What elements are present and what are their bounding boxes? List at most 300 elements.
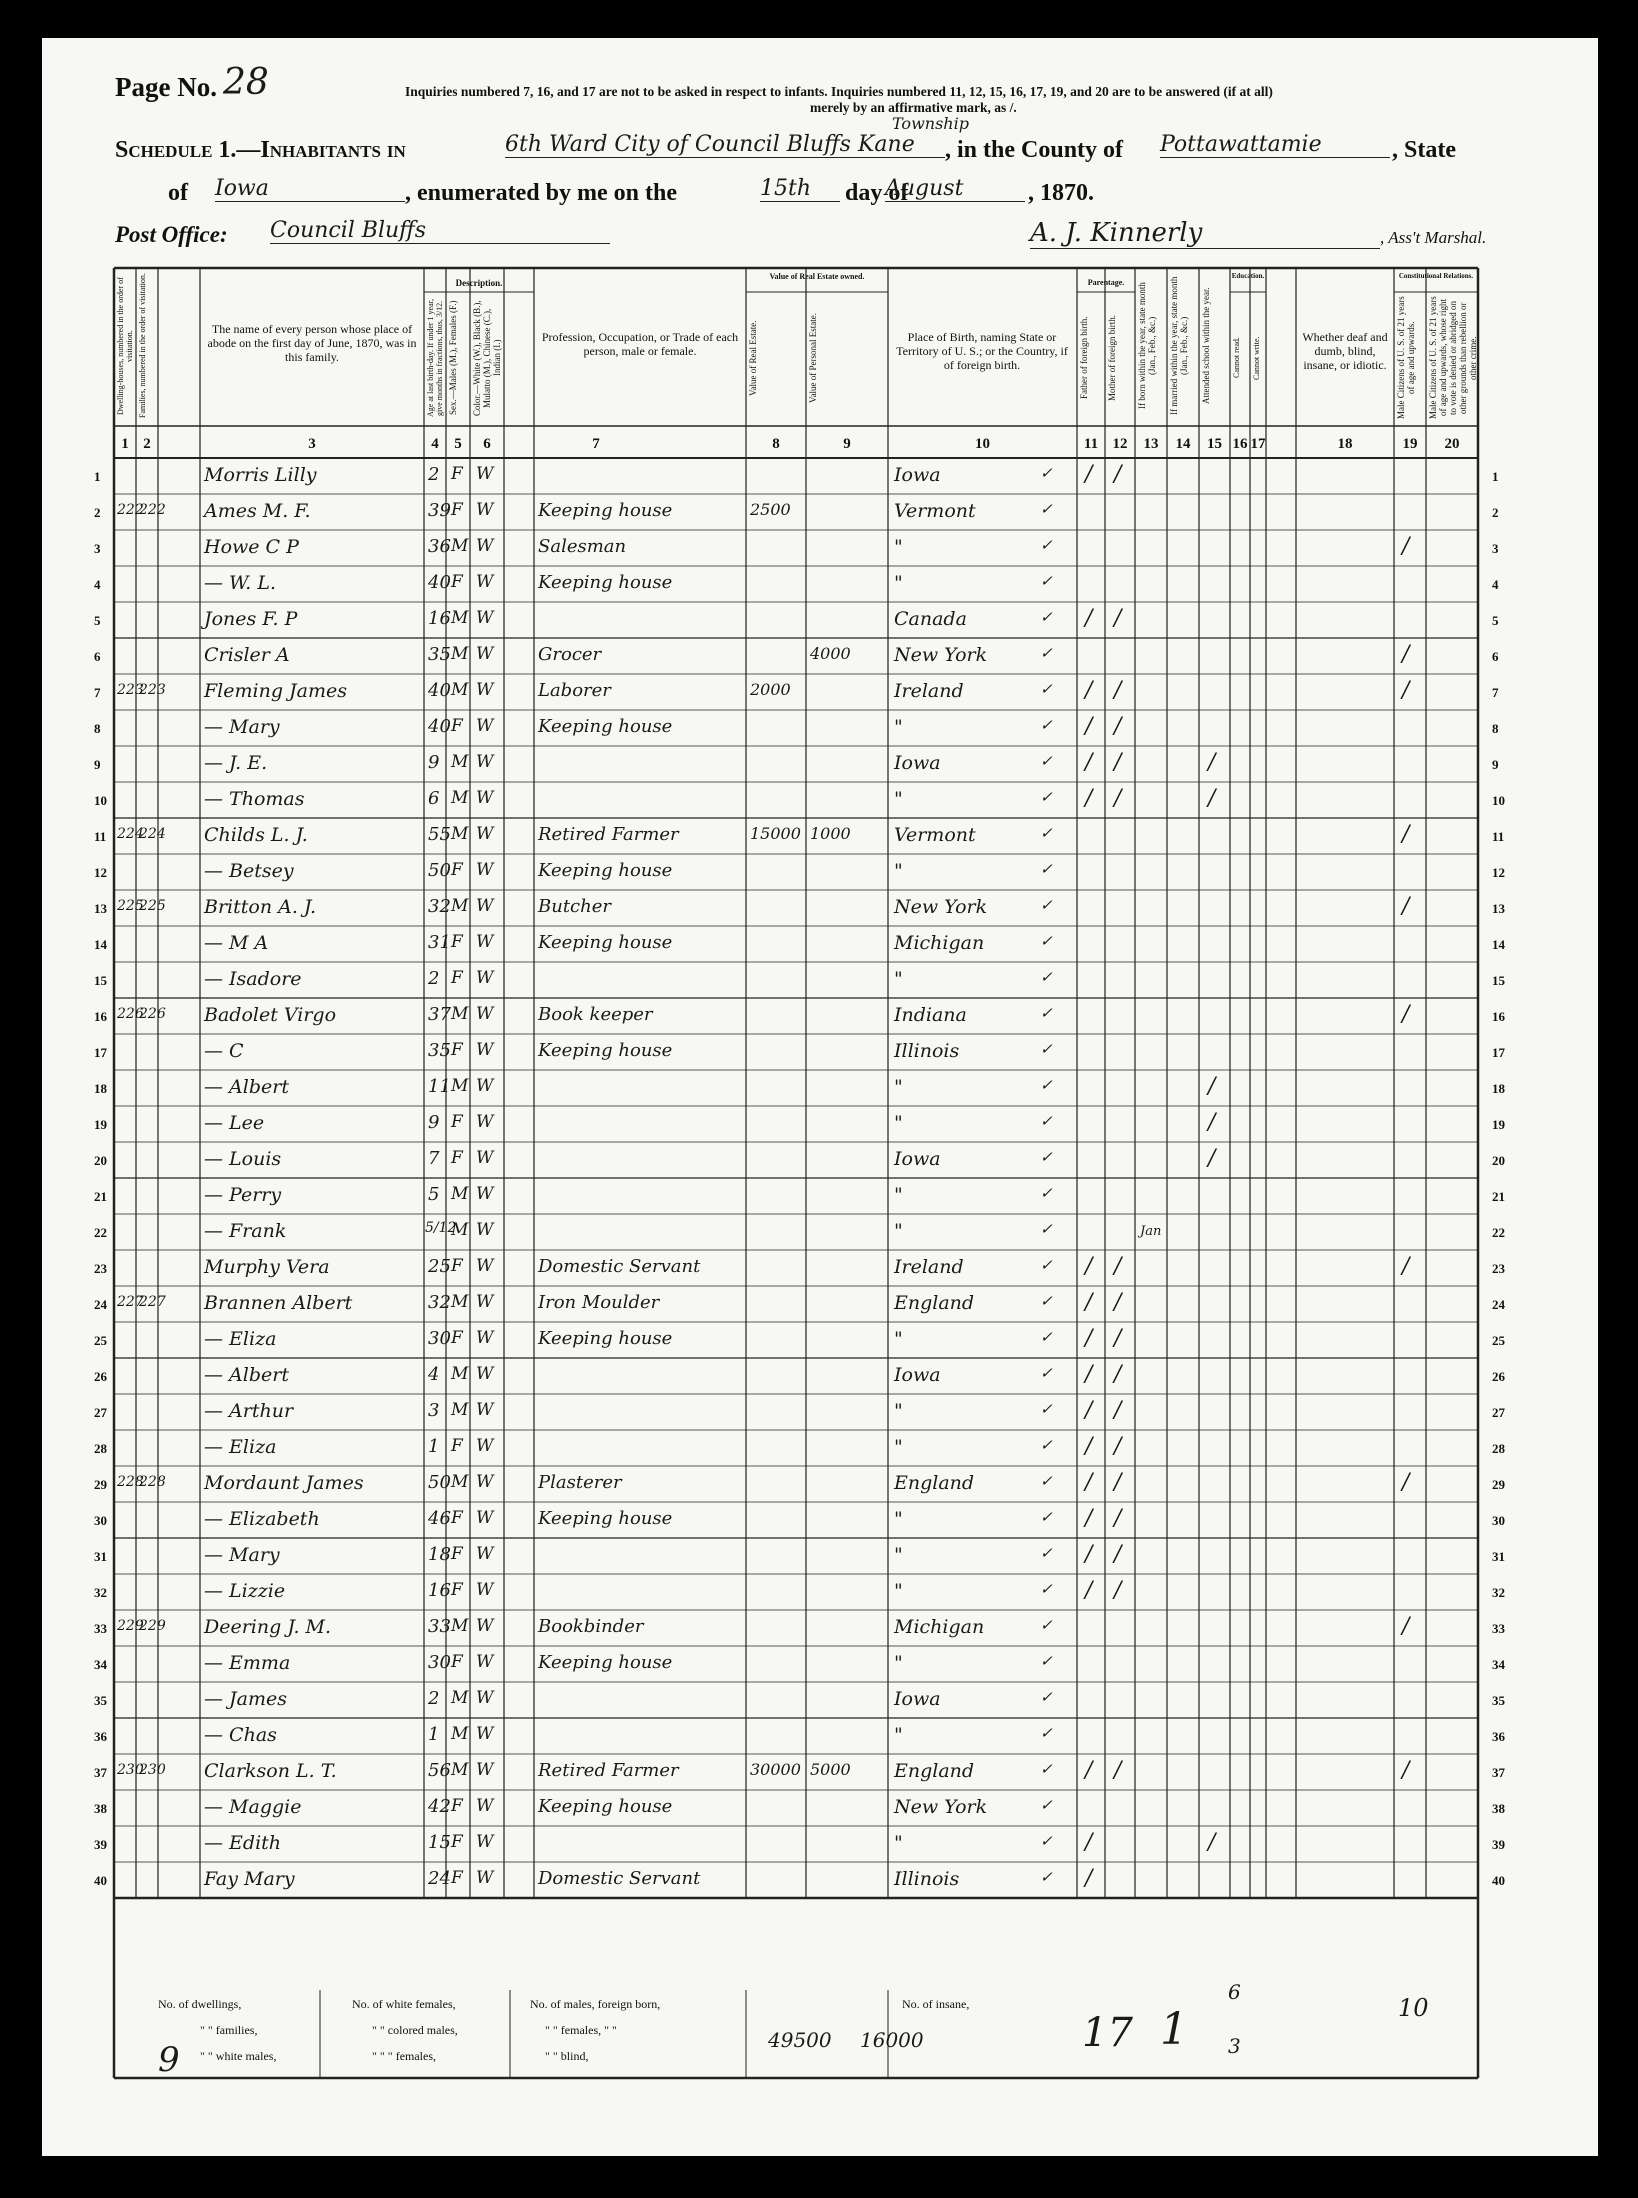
sex: F	[451, 1868, 463, 1888]
birth-check-icon: ✓	[1040, 1004, 1053, 1022]
person-name: — Eliza	[204, 1328, 277, 1350]
person-name: Crisler A	[204, 644, 290, 666]
column-number: 8	[772, 436, 780, 452]
sex: M	[451, 752, 469, 772]
birth-check-icon: ✓	[1040, 1832, 1053, 1850]
birth-place: New York	[894, 644, 988, 666]
birth-place: England	[894, 1472, 975, 1494]
birth-check-icon: ✓	[1040, 1868, 1053, 1886]
color: W	[476, 1868, 494, 1888]
birth-check-icon: ✓	[1040, 500, 1053, 518]
color: W	[476, 608, 494, 628]
column-number: 19	[1402, 436, 1418, 452]
sex: F	[451, 572, 463, 592]
personal-estate-value: 1000	[810, 824, 851, 843]
header-description: Description.	[455, 278, 503, 288]
age: 40	[428, 716, 451, 737]
color: W	[476, 1400, 494, 1420]
occupation: Butcher	[538, 896, 611, 917]
occupation: Keeping house	[538, 1652, 673, 1673]
header-c2: Families, numbered in the order of visitation.	[138, 273, 147, 419]
personal-estate-value: 5000	[810, 1760, 851, 1779]
color: W	[476, 1508, 494, 1528]
color: W	[476, 1076, 494, 1096]
sex: F	[451, 1796, 463, 1816]
header-c14: If married within the year, state month (Jan., Feb., &c.)	[1169, 276, 1189, 416]
row-number-left: 30	[94, 1513, 107, 1528]
sex: F	[451, 1832, 463, 1852]
sex: F	[451, 1040, 463, 1060]
color: W	[476, 1616, 494, 1636]
sex: F	[451, 968, 463, 988]
sex: F	[451, 1508, 463, 1528]
enumerated-label: , enumerated by me on the	[405, 180, 677, 206]
sex: M	[451, 1004, 469, 1024]
header-c13: If born within the year, state month (Jan., Feb., &c.)	[1137, 282, 1157, 410]
notice-line-2: merely by an affirmative mark, as /.	[810, 100, 1017, 115]
schedule-label: Schedule 1.—Inhabitants in	[115, 137, 406, 163]
color: W	[476, 716, 494, 736]
birth-check-icon: ✓	[1040, 860, 1053, 878]
age: 11	[428, 1076, 451, 1097]
citizen-mark: /	[1402, 1758, 1410, 1783]
occupation: Domestic Servant	[538, 1256, 701, 1277]
person-name: — Lee	[204, 1112, 265, 1134]
birth-check-icon: ✓	[1040, 1652, 1053, 1670]
mother-foreign-mark: /	[1114, 750, 1122, 775]
citizen-mark: /	[1402, 822, 1410, 847]
row-number-right: 6	[1492, 649, 1499, 664]
color: W	[476, 1580, 494, 1600]
state-field: Iowa	[215, 176, 405, 202]
mother-foreign-mark: /	[1114, 462, 1122, 487]
person-name: — J. E.	[204, 752, 268, 774]
row-number-left: 7	[94, 685, 101, 700]
row-number-left: 18	[94, 1081, 107, 1096]
row-number-left: 20	[94, 1153, 107, 1168]
dwelling-number: 222	[117, 502, 144, 518]
division-field: 6th Ward City of Council Bluffs Kane	[505, 132, 945, 158]
birth-place: "	[894, 1220, 903, 1242]
column-number: 5	[454, 436, 462, 452]
color: W	[476, 464, 494, 484]
birth-check-icon: ✓	[1040, 1328, 1053, 1346]
occupation: Keeping house	[538, 1796, 673, 1817]
father-foreign-mark: /	[1085, 678, 1093, 703]
row-number-right: 14	[1492, 937, 1505, 952]
row-number-right: 13	[1492, 901, 1505, 916]
color: W	[476, 1148, 494, 1168]
occupation: Retired Farmer	[538, 1760, 679, 1781]
mother-foreign-mark: /	[1114, 678, 1122, 703]
age: 24	[428, 1868, 451, 1889]
mother-foreign-mark: /	[1114, 1506, 1122, 1531]
occupation: Keeping house	[538, 572, 673, 593]
birth-place: Iowa	[894, 752, 941, 774]
row-number-right: 9	[1492, 757, 1499, 772]
page-number: 28	[223, 62, 269, 103]
row-number-right: 15	[1492, 973, 1505, 988]
age: 2	[428, 1688, 440, 1709]
color: W	[476, 788, 494, 808]
citizen-mark: /	[1402, 534, 1410, 559]
column-number: 12	[1112, 436, 1128, 452]
birth-check-icon: ✓	[1040, 1148, 1053, 1166]
birth-place: "	[894, 572, 903, 594]
school-mark: /	[1208, 1830, 1216, 1855]
age: 2	[428, 968, 440, 989]
sex: F	[451, 1148, 463, 1168]
color: W	[476, 1652, 494, 1672]
row-number-right: 22	[1492, 1225, 1505, 1240]
sex: F	[451, 1328, 463, 1348]
row-number-left: 38	[94, 1801, 107, 1816]
sex: F	[451, 500, 463, 520]
color: W	[476, 1436, 494, 1456]
person-name: — Betsey	[204, 860, 294, 882]
school-mark: /	[1208, 1146, 1216, 1171]
sex: M	[451, 1364, 469, 1384]
row-number-right: 17	[1492, 1045, 1505, 1060]
birth-place: "	[894, 1076, 903, 1098]
row-number-right: 35	[1492, 1693, 1505, 1708]
occupation: Salesman	[538, 536, 627, 557]
footer-families: " " families,	[200, 2023, 258, 2037]
person-name: Mordaunt James	[204, 1472, 364, 1494]
person-name: Deering J. M.	[204, 1616, 332, 1638]
color: W	[476, 824, 494, 844]
occupation: Keeping house	[538, 860, 673, 881]
header-c18: Whether deaf and dumb, blind, insane, or idiotic.	[1302, 330, 1388, 372]
birth-place: Illinois	[894, 1040, 960, 1062]
age: 46	[428, 1508, 451, 1529]
birth-check-icon: ✓	[1040, 1400, 1053, 1418]
page-label: Page No.	[115, 72, 217, 102]
color: W	[476, 860, 494, 880]
citizen-mark: /	[1402, 1470, 1410, 1495]
person-name: Murphy Vera	[204, 1256, 330, 1278]
age: 6	[428, 788, 440, 809]
birth-place: "	[894, 1508, 903, 1530]
person-name: Howe C P	[204, 536, 299, 558]
dwelling-number: 230	[117, 1762, 144, 1778]
occupation: Plasterer	[538, 1472, 622, 1493]
row-number-left: 19	[94, 1117, 107, 1132]
row-number-right: 29	[1492, 1477, 1505, 1492]
total-real-estate: 49500	[768, 2028, 832, 2052]
person-name: — Maggie	[204, 1796, 302, 1818]
person-name: — M A	[204, 932, 269, 954]
family-number: 222	[139, 502, 166, 518]
header-real-estate: Value of Real Estate owned.	[769, 272, 865, 281]
total-dwellings: 9	[158, 2040, 180, 2080]
age: 32	[428, 1292, 451, 1313]
birth-place: Michigan	[894, 1616, 985, 1638]
father-foreign-mark: /	[1085, 1434, 1093, 1459]
column-number: 11	[1083, 436, 1099, 452]
header-c15: Attended school within the year.	[1201, 287, 1211, 405]
of-label: of	[168, 180, 188, 206]
column-number: 7	[592, 436, 600, 452]
day-field: 15th	[760, 176, 840, 202]
row-number-right: 38	[1492, 1801, 1505, 1816]
row-number-right: 12	[1492, 865, 1505, 880]
age: 3	[428, 1400, 440, 1421]
person-name: Fleming James	[204, 680, 347, 702]
row-number-right: 36	[1492, 1729, 1505, 1744]
row-number-right: 5	[1492, 613, 1499, 628]
sex: M	[451, 1292, 469, 1312]
family-number: 226	[139, 1006, 166, 1022]
person-name: — Albert	[204, 1076, 289, 1098]
father-foreign-mark: /	[1085, 1866, 1093, 1891]
sex: M	[451, 1184, 469, 1204]
column-number: 9	[843, 436, 851, 452]
row-number-left: 28	[94, 1441, 107, 1456]
birth-check-icon: ✓	[1040, 572, 1053, 590]
birth-check-icon: ✓	[1040, 1256, 1053, 1274]
sex: M	[451, 1076, 469, 1096]
birth-place: Iowa	[894, 1148, 941, 1170]
birth-place: "	[894, 1400, 903, 1422]
color: W	[476, 1544, 494, 1564]
occupation: Keeping house	[538, 932, 673, 953]
family-number: 230	[139, 1762, 166, 1778]
row-number-left: 32	[94, 1585, 107, 1600]
sex: M	[451, 788, 469, 808]
birth-place: Canada	[894, 608, 967, 630]
birth-place: Indiana	[894, 1004, 967, 1026]
father-foreign-mark: /	[1085, 1398, 1093, 1423]
birth-place: "	[894, 1184, 903, 1206]
birth-check-icon: ✓	[1040, 896, 1053, 914]
sex: M	[451, 896, 469, 916]
dwelling-number: 229	[117, 1618, 144, 1634]
sex: F	[451, 1436, 463, 1456]
row-number-right: 18	[1492, 1081, 1505, 1096]
birth-check-icon: ✓	[1040, 968, 1053, 986]
row-number-left: 17	[94, 1045, 107, 1060]
color: W	[476, 1724, 494, 1744]
father-foreign-mark: /	[1085, 750, 1093, 775]
sex: F	[451, 1652, 463, 1672]
header-parentage: Parentage.	[1087, 278, 1125, 287]
color: W	[476, 1112, 494, 1132]
birth-check-icon: ✓	[1040, 1508, 1053, 1526]
birth-check-icon: ✓	[1040, 1796, 1053, 1814]
birth-place: Iowa	[894, 464, 941, 486]
color: W	[476, 1796, 494, 1816]
column-number: 13	[1143, 436, 1159, 452]
school-mark: /	[1208, 1074, 1216, 1099]
sex: F	[451, 464, 463, 484]
header-education: Education.	[1231, 272, 1265, 280]
citizen-mark: /	[1402, 1254, 1410, 1279]
mother-foreign-mark: /	[1114, 1758, 1122, 1783]
age: 2	[428, 464, 440, 485]
color: W	[476, 680, 494, 700]
sex: F	[451, 860, 463, 880]
father-foreign-mark: /	[1085, 1254, 1093, 1279]
row-number-left: 8	[94, 721, 101, 736]
birth-check-icon: ✓	[1040, 464, 1053, 482]
birth-check-icon: ✓	[1040, 1688, 1053, 1706]
row-number-left: 13	[94, 901, 107, 916]
mother-foreign-mark: /	[1114, 1578, 1122, 1603]
birth-place: Vermont	[894, 500, 976, 522]
person-name: — Frank	[204, 1220, 287, 1242]
marshal-signature: A. J. Kinnerly	[1030, 218, 1380, 249]
age: 25	[428, 1256, 451, 1277]
column-number: 18	[1337, 436, 1353, 452]
age: 42	[428, 1796, 451, 1817]
birth-place: "	[894, 1112, 903, 1134]
row-number-left: 10	[94, 793, 107, 808]
header-c4: Age at last birth-day. If under 1 year, give months in fractions, thus, 3/12.	[426, 299, 444, 418]
age: 1	[428, 1724, 440, 1745]
row-number-left: 34	[94, 1657, 107, 1672]
father-foreign-mark: /	[1085, 1326, 1093, 1351]
real-estate-value: 15000	[750, 824, 801, 843]
birth-place: "	[894, 1436, 903, 1458]
person-name: — Louis	[204, 1148, 282, 1170]
mother-foreign-mark: /	[1114, 1254, 1122, 1279]
sex: F	[451, 716, 463, 736]
person-name: Ames M. F.	[204, 500, 311, 522]
mother-foreign-mark: /	[1114, 1326, 1122, 1351]
age: 36	[428, 536, 451, 557]
birth-check-icon: ✓	[1040, 608, 1053, 626]
citizen-mark: /	[1402, 642, 1410, 667]
mother-foreign-mark: /	[1114, 1290, 1122, 1315]
row-number-right: 8	[1492, 721, 1499, 736]
birth-check-icon: ✓	[1040, 1364, 1053, 1382]
father-foreign-mark: /	[1085, 1290, 1093, 1315]
occupation: Keeping house	[538, 716, 673, 737]
birth-place: "	[894, 536, 903, 558]
age: 33	[428, 1616, 451, 1637]
birth-place: "	[894, 1580, 903, 1602]
footer-white-males: " " white males,	[200, 2049, 277, 2063]
person-name: — Isadore	[204, 968, 302, 990]
real-estate-value: 2500	[750, 500, 791, 519]
column-number: 10	[975, 436, 990, 452]
color: W	[476, 1184, 494, 1204]
header-c9: Value of Personal Estate.	[808, 313, 818, 403]
father-foreign-mark: /	[1085, 462, 1093, 487]
birth-check-icon: ✓	[1040, 536, 1053, 554]
sex: M	[451, 1472, 469, 1492]
family-number: 224	[139, 826, 166, 842]
age: 56	[428, 1760, 451, 1781]
row-number-left: 4	[94, 577, 101, 592]
mother-foreign-mark: /	[1114, 1398, 1122, 1423]
county-label: , in the County of	[945, 137, 1124, 163]
header-c20: Male Citizens of U. S. of 21 years of age and upwards, whose right to vote is denied or abridged on other grounds than rebellion or other crime.	[1428, 296, 1478, 420]
column-number: 20	[1444, 436, 1460, 452]
column-number: 16	[1232, 436, 1248, 452]
row-number-left: 39	[94, 1837, 107, 1852]
person-name: — C	[204, 1040, 244, 1062]
sex: M	[451, 1760, 469, 1780]
birth-check-icon: ✓	[1040, 1292, 1053, 1310]
father-foreign-mark: /	[1085, 1542, 1093, 1567]
sex: M	[451, 1400, 469, 1420]
color: W	[476, 1292, 494, 1312]
post-office-field: Council Bluffs	[270, 218, 610, 244]
birth-place: Michigan	[894, 932, 985, 954]
birth-place: "	[894, 968, 903, 990]
row-number-right: 33	[1492, 1621, 1505, 1636]
birth-check-icon: ✓	[1040, 1580, 1053, 1598]
sex: F	[451, 1256, 463, 1276]
footer-dwellings: No. of dwellings,	[158, 1997, 242, 2011]
color: W	[476, 932, 494, 952]
footer-males-foreign: No. of males, foreign born,	[530, 1997, 661, 2011]
age: 40	[428, 680, 451, 701]
row-number-left: 23	[94, 1261, 107, 1276]
father-foreign-mark: /	[1085, 714, 1093, 739]
month-field: August	[885, 176, 1025, 202]
total-col-13: 1	[1160, 2004, 1188, 2055]
row-number-left: 37	[94, 1765, 107, 1780]
column-number: 17	[1250, 436, 1266, 452]
color: W	[476, 1688, 494, 1708]
row-number-right: 25	[1492, 1333, 1505, 1348]
birth-place: Ireland	[894, 680, 964, 702]
color: W	[476, 1364, 494, 1384]
age: 15	[428, 1832, 451, 1853]
birth-check-icon: ✓	[1040, 1616, 1053, 1634]
header-c11: Father of foreign birth.	[1079, 316, 1089, 400]
header-c19: Male Citizens of U. S. of 21 years of age and upwards.	[1396, 296, 1416, 420]
header-constitutional: Constitutional Relations.	[1398, 272, 1474, 280]
age: 9	[428, 1112, 440, 1133]
occupation: Iron Moulder	[538, 1292, 660, 1313]
age: 35	[428, 1040, 451, 1061]
footer-blind: " " blind,	[545, 2049, 589, 2063]
birth-check-icon: ✓	[1040, 788, 1053, 806]
birth-place: "	[894, 1544, 903, 1566]
post-office-label: Post Office:	[115, 222, 228, 247]
birth-place: England	[894, 1760, 975, 1782]
footer-insane: No. of insane,	[902, 1997, 970, 2011]
row-number-left: 5	[94, 613, 101, 628]
header-c3: The name of every person whose place of abode on the first day of June, 1870, was in this family.	[207, 322, 417, 364]
total-personal-estate: 16000	[860, 2028, 924, 2052]
birth-place: Iowa	[894, 1688, 941, 1710]
birth-place: "	[894, 788, 903, 810]
birth-place: "	[894, 1328, 903, 1350]
row-number-left: 3	[94, 541, 101, 556]
row-number-right: 24	[1492, 1297, 1505, 1312]
sex: M	[451, 1616, 469, 1636]
occupation: Laborer	[538, 680, 611, 701]
occupation: Bookbinder	[538, 1616, 644, 1637]
age: 55	[428, 824, 451, 845]
age: 5	[428, 1184, 440, 1205]
row-number-right: 19	[1492, 1117, 1505, 1132]
person-name: — Mary	[204, 1544, 280, 1566]
person-name: — Emma	[204, 1652, 291, 1674]
row-number-left: 25	[94, 1333, 107, 1348]
color: W	[476, 1760, 494, 1780]
birth-check-icon: ✓	[1040, 716, 1053, 734]
real-estate-value: 30000	[750, 1760, 801, 1779]
sex: F	[451, 1544, 463, 1564]
color: W	[476, 644, 494, 664]
dwelling-number: 227	[117, 1294, 144, 1310]
